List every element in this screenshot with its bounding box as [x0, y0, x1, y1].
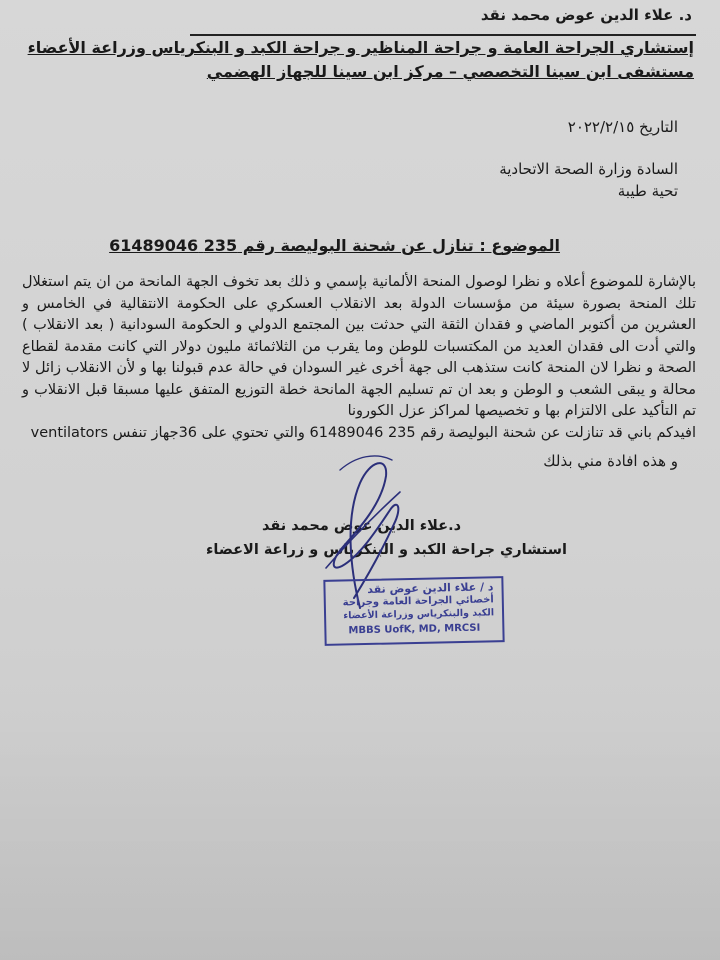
letter-date: التاريخ ٢٠٢٢/٢/١٥	[567, 118, 678, 136]
ventilators-term: ventilators	[30, 424, 109, 441]
header-rule	[190, 34, 696, 36]
letter-subject: الموضوع : تنازل عن شحنة البوليصة رقم 235 61489046	[109, 236, 560, 255]
greeting: تحية طيبة	[617, 182, 678, 200]
stamp-specialty: أخصائي الجراحة العامة وجراحة	[342, 594, 494, 609]
signatory-name: د.علاء الدين عوض محمد نقد	[262, 518, 462, 534]
stamp-name: د / علاء الدين عوض نقد	[367, 580, 494, 596]
hospital-name: مستشفى ابن سينا التخصصي – مركز ابن سينا للجهاز الهضمي	[206, 62, 694, 81]
stamp-specialty-2: الكبد والبنكرياس وزراعة الأعضاء	[343, 607, 495, 622]
body-paragraph: بالإشارة للموضوع أعلاه و نظرا لوصول المنحة الألمانية بإسمي و ذلك بعد تخوف الجهة المانحة من ان يتم استغلال تلك المنحة بصورة سيئة من مؤسسات الدولة بعد الانقلاب العسكري على الحكومة الانتقالية في الخامس و العشرين من أكتوبر الماضي و فقدان الثقة التي حدثت بين المجتمع الدولي و الحكومة السودانية ( بعد الانقلاب ) والتي أدت الى فقدان العديد من المكتسبات للوطن وما يقرب من الثلاثمائة مليون دولار التي كانت مقدمة لقطاع الصحة و نظرا لان المنحة كانت ستذهب الى جهة أخرى غير السودان في حالة عدم قبولنا بها و لأن الانقلاب زائل لا محالة و يبقى الشعب و الوطن و بعد ان تم تسليم الجهة المانحة خطة التوزيع المتفق عليها مسبقا قبل الانقلاب و تم التأكيد على الالتزام بها و تخصيصها لمراكز عزل الكورونا	[22, 274, 696, 419]
photo-shadow	[0, 700, 720, 960]
letterhead	[0, 0, 720, 100]
closing-line: و هذه افادة مني بذلك	[543, 452, 678, 470]
doctor-title: إستشاري الجراحة العامة و جراحة المناظير و جراحة الكبد و البنكرياس وزراعة الأعضاء	[27, 38, 694, 57]
official-stamp	[323, 576, 504, 646]
recipient: السادة وزارة الصحة الاتحادية	[499, 160, 678, 178]
doctor-name: د. علاء الدين عوض محمد نقد	[480, 6, 692, 24]
letter-body	[22, 272, 696, 444]
waiver-text: افيدكم باني قد تنازلت عن شحنة البوليصة رقم 235 61489046 والتي تحتوي على 36جهاز تنفس	[112, 424, 696, 441]
body-paragraph-waiver	[22, 423, 696, 445]
signatory-title: استشاري جراحة الكبد و البنكرياس و زراعة الاعضاء	[206, 542, 567, 558]
stamp-degrees: MBBS UofK, MD, MRCSI	[348, 622, 481, 637]
